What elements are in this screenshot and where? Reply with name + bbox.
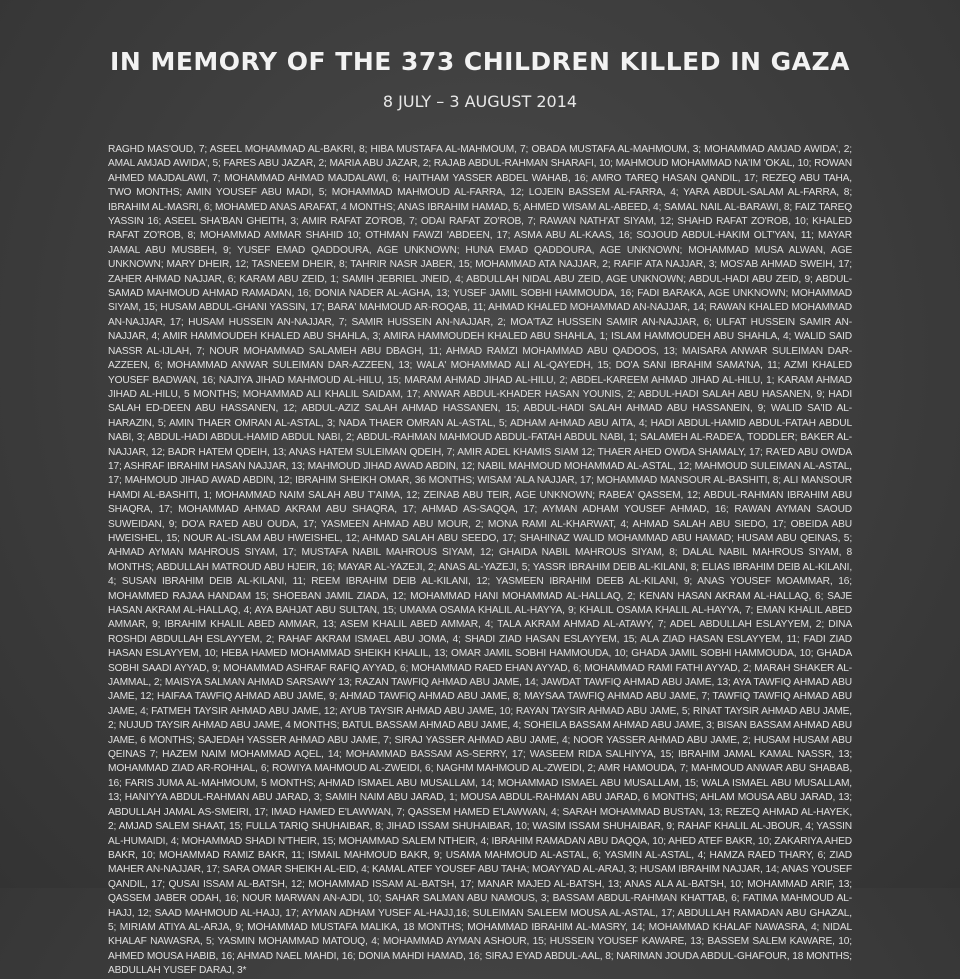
date-range: 8 JULY – 3 AUGUST 2014 <box>382 92 578 111</box>
poster-title: IN MEMORY OF THE 373 CHILDREN KILLED IN GAZA <box>110 47 850 76</box>
names-list: RAGHD MAS'OUD, 7; ASEEL MOHAMMAD AL-BAKRI, 8; HIBA MUSTAFA AL-MAHMOUM, 7; OBADA MUSTAFA AL-MAHMOUM, 3; MOHAMMAD AMJAD AWIDA', 2; AMAL AMJAD AWIDA', 5; FARES ABU JAZAR, 2; MARIA ABU JAZAR, 2; RAJAB ABDUL-RAHMAN SHARAFI, 10; MAHMOUD MOHAMMAD NA'IM 'OKAL, 10; ROWAN AHMED MAJDALAWI, 7; MOHAMMAD AHMAD MAJDALAWI, 6; HAITHAM YASSER ABDEL WAHAB, 16; AMRO TAREQ HASAN QANDIL, 17; REZEQ ABU TAHA, TWO MONTHS; AMIN YOUSEF ABU MADI, 5; MOHAMMAD MAHMOUD AL-FARRA, 12; LOJEIN BASSEM AL-FARRA, 4; YARA ABDUL-SALAM AL-FARRA, 8; IBRAHIM AL-MASRI, 6; MOHAMED ANAS ARAFAT, 4 MONTHS; ANAS IBRAHIM HAMAD, 5; AHMED WISAM AL-ABEED, 4; SAMAL NAIL AL-BARAWI, 8; FAIZ TAREQ YASSIN 16; ASEEL SHA'BAN GHEITH, 3; AMIR RAFAT ZO'ROB, 7; ODAI RAFAT ZO'ROB, 7; RAWAN NATH'AT SIYAM, 12; SHAHD RAFAT ZO'ROB, 10; KHALED RAFAT ZO'ROB, 8; MOHAMMAD AMMAR SHAHID 10; OTHMAN FAWZI 'ABDEEN, 17; ASMA ABU AL-KAAS, 16; SOJOUD ABDUL-HAKIM OLT'YAN, 11; MAYAR JAMAL ABU MUSBEH, 9; YUSEF EMAD QADDOURA, AGE UNKNOWN; HUNA EMAD QADDOURA, AGE UNKNOWN; MOHAMMAD MUSA ALWAN, AGE UNKNOWN; MARY DHEIR, 12; TASNEEM DHEIR, 8; TAHRIR NASR JABER, 15; MOHAMMAD ATA NAJJAR, 2; RAFIF ATA NAJJAR, 3; MOS'AB AHMAD SWEIH, 17; ZAHER AHMAD NAJJAR, 6; KARAM ABU ZEID, 1; SAMIH JEBRIEL JNEID, 4; ABDULLAH NIDAL ABU ZEID, AGE UNKNOWN; ABDUL-HADI ABU ZEID, 9; ABDUL-SAMAD MAHMOUD AHMAD RAMADAN, 16; DONIA NADER AL-AGHA, 13; YUSEF JAMIL SOBHI HAMMOUDA, 16; FADI BARAKA, AGE UNKNOWN; MOHAMMAD SIYAM, 15; HUSAM ABDUL-GHANI YASSIN, 17; BARA' MAHMOUD AR-ROQAB, 11; AHMAD KHALED MOHAMMAD AN-NAJJAR, 14; RAWAN KHALED MOHAMMAD AN-NAJJAR, 17; HUSAM HUSSEIN AN-NAJJAR, 7; SAMIR HUSSEIN AN-NAJJAR, 2; MOA'TAZ HUSSEIN SAMIR AN-NAJJAR, 6; ULFAT HUSSEIN SAMIR AN-NAJJAR, 4; AMIR HAMMOUDEH KHALED ABU SHAHLA, 3; AMIRA HAMMOUDEH KHALED ABU SHAHLA, 1; ISLAM HAMMOUDEH ABU SHAHLA, 4; WALID SAID NASSR AL-IJLAH, 7; NOUR MOHAMMAD SALAMEH ABU DBAGH, 11; AHMAD RAMZI MOHAMMAD ABU QADOOS, 13; MAISARA ANWAR SULEIMAN DAR-AZZEEN, 6; MOHAMMAD ANWAR SULEIMAN DAR-AZZEEN, 13; WALA' MOHAMMAD ALI AL-QAYEDH, 15; DO'A SANI IBRAHIM SAMA'NA, 11; AZMI KHALED YOUSEF BADWAN, 16; NAJIYA JIHAD MAHMOUD AL-HILU, 15; MARAM AHMAD JIHAD AL-HILU, 2; ABDEL-KAREEM AHMAD JIHAD AL-HILU, 1; KARAM AHMAD JIHAD AL-HILU, 5 MONTHS; MOHAMMAD ALI KHALIL SAIDAM, 17; ANWAR ABDUL-KHADER HASAN YOUNIS, 2; ABDUL-HADI SALAH ABU HASANEN, 9; HADI SALAH ED-DEEN ABU HASSANEN, 12; ABDUL-AZIZ SALAH AHMAD HASSANEN, 15; ABDUL-HADI SALAH AHMAD ABU HASSANEIN, 9; WALID SA'ID AL-HARAZIN, 5; AMIN THAER OMRAN AL-ASTAL, 3; NADA THAER OMRAN AL-ASTAL, 5; ADHAM AHMAD ABU AITA, 4; HADI ABDUL-HAMID ABDUL-FATAH ABDUL NABI, 3; ABDUL-HADI ABDUL-HAMID ABDUL NABI, 2; ABDUL-RAHMAN MAHMOUD ABDUL-FATAH ABDUL NABI, 1; SALAMEH AL-RADE'A, TODDLER; BAKER AL-NAJJAR, 12; BADR HATEM QDEIH, 13; ANAS HATEM SULEIMAN QDEIH, 7; AMIR ADEL KHAMIS SIAM 12; THAER AHED OWDA SHAMALY, 17; RA'ED ABU OWDA 17; ASHRAF IBRAHIM HASAN NAJJAR, 13; MAHMOUD JIHAD AWAD ABDIN, 12; NABIL MAHMOUD MOHAMMAD AL-ASTAL, 12; MAHMOUD SULEIMAN AL-ASTAL, 17; MAHMOUD JIHAD AWAD ABDIN, 12; IBRAHIM SHEIKH OMAR, 36 MONTHS; WISAM 'ALA NAJJAR, 17; MOHAMMAD MANSOUR AL-BASHITI, 8; ALI MANSOUR HAMDI AL-BASHITI, 1; MOHAMMAD NAIM SALAH ABU T'AIMA, 12; ZEINAB ABU TEIR, AGE UNKNOWN; RABEA' QASSEM, 12; ABDUL-RAHMAN IBRAHIM ABU SHAQRA, 17; MOHAMMAD AHMAD AKRAM ABU SHAQRA, 17; AHMAD AS-SAQQA, 17; AYMAN ADHAM YOUSEF AHMAD, 16; RAWAN AYMAN SAOUD SUWEIDAN, 9; DO'A RA'ED ABU OUDA, 17; YASMEEN AHMAD ABU MOUR, 2; MONA RAMI AL-KHARWAT, 4; AHMAD SALAH ABU SIEDO, 17; OBEIDA ABU HWEISHEL, 15; NOUR AL-ISLAM ABU HWEISHEL, 12; AHMAD SALAH ABU SEEDO, 17; SHAHINAZ WALID MOHAMMAD ABU HAMAD; HUSAM ABU QEINAS, 5; AHMAD AYMAN MAHROUS SIYAM, 17; MUSTAFA NABIL MAHROUS SIYAM, 12; GHAIDA NABIL MAHROUS SIYAM, 8; DALAL NABIL MAHROUS SIYAM, 8 MONTHS; ABDULLAH MATROUD ABU HJEIR, 16; MAYAR AL-YAZEJI, 2; ANAS AL-YAZEJI, 5; YASSR IBRAHIM DEIB AL-KILANI, 8; ELIAS IBRAHIM DEIB AL-KILANI, 4; SUSAN IBRAHIM DEIB AL-KILANI, 11; REEM IBRAHIM DEIB AL-KILANI, 12; YASMEEN IBRAHIM DEEB AL-KILANI, 9; ANAS YOUSEF MOAMMAR, 16; MOHAMMED RAJAA HANDAM 15; SHOEBAN JAMIL ZIADA, 12; MOHAMMAD HANI MOHAMMAD AL-HALLAQ, 2; KENAN HASAN AKRAM AL-HALLAQ, 6; SAJE HASAN AKRAM AL-HALLAQ, 4; AYA BAHJAT ABU SULTAN, 15; UMAMA OSAMA KHALIL AL-HAYYA, 9; KHALIL OSAMA KHALIL AL-HAYYA, 7; EMAN KHALIL ABED AMMAR, 9; IBRAHIM KHALIL ABED AMMAR, 13; ASEM KHALIL ABED AMMAR, 4; TALA AKRAM AHMAD AL-ATAWY, 7; ADEL ABDULLAH ESLAYYEM, 2; DINA ROSHDI ABDULLAH ESLAYYEM, 2; RAHAF AKRAM ISMAEL ABU JOMA, 4; SHADI ZIAD HASAN ESLAYYEM, 15; ALA ZIAD HASAN ESLAYYEM, 11; FADI ZIAD HASAN ESLAYYEM, 10; HEBA HAMED MOHAMMAD SHEIKH KHALIL, 13; OMAR JAMIL SOBHI HAMMOUDA, 10; GHADA JAMIL SOBHI HAMMOUDA, 10; GHADA SOBHI SAADI AYYAD, 9; MOHAMMAD ASHRAF RAFIQ AYYAD, 6; MOHAMMAD RAED EHAN AYYAD, 6; MOHAMMAD RAMI FATHI AYYAD, 2; MARAH SHAKER AL-JAMMAL, 2; MAISYA SALMAN AHMAD SARSAWY 13; RAZAN TAWFIQ AHMAD ABU JAME, 14; JAWDAT TAWFIQ AHMAD ABU JAME, 13; AYA TAWFIQ AHMAD ABU JAME, 12; HAIFAA TAWFIQ AHMAD ABU JAME, 9; AHMAD TAWFIQ AHMAD ABU JAME, 8; MAYSAA TAWFIQ AHMAD ABU JAME, 7; TAWFIQ TAWFIQ AHMAD ABU JAME, 4; FATMEH TAYSIR AHMAD ABU JAME, 12; AYUB TAYSIR AHMAD ABU JAME, 10; RAYAN TAYSIR AHMAD ABU JAME, 5; RINAT TAYSIR AHMAD ABU JAME, 2; NUJUD TAYSIR AHMAD ABU JAME, 4 MONTHS; BATUL BASSAM AHMAD ABU JAME, 4; SOHEILA BASSAM AHMAD ABU JAME, 3; BISAN BASSAM AHMAD ABU JAME, 6 MONTHS; SAJEDAH YASSER AHMAD ABU JAME, 7; SIRAJ YASSER AHMAD ABU JAME, 4; NOOR YASSER AHMAD ABU JAME, 2; HUSAM HUSAM ABU QEINAS 7; HAZEM NAIM MOHAMMAD AQEL, 14; MOHAMMAD BASSAM AS-SERRY, 17; WASEEM RIDA SALHIYYA, 15; IBRAHIM JAMAL KAMAL NASSR, 13; MOHAMMAD ZIAD AR-ROHHAL, 6; ROWIYA MAHMOUD AL-ZWEIDI, 6; NAGHM MAHMOUD AL-ZWEIDI, 2; AMR HAMOUDA, 7; MAHMOUD ANWAR ABU SHABAB, 16; FARIS JUMA AL-MAHMOUM, 5 MONTHS; AHMAD ISMAEL ABU MUSALLAM, 14; MOHAMMAD ISMAEL ABU MUSALLAM, 15; WALA ISMAEL ABU MUSALLAM, 13; HANIYYA ABDUL-RAHMAN ABU JARAD, 3; SAMIH NAIM ABU JARAD, 1; MOUSA ABDUL-RAHMAN ABU JARAD, 6 MONTHS; AHLAM MOUSA ABU JARAD, 13; ABDULLAH JAMAL AS-SMEIRI, 17; IMAD HAMED E'LAWWAN, 7; QASSEM HAMED E'LAWWAN, 4; SARAH MOHAMMAD BUSTAN, 13; REZEQ AHMAD AL-HAYEK, 2; AMJAD SALEM SHAAT, 15; FULLA TARIQ SHUHAIBAR, 8; JIHAD ISSAM SHUHAIBAR, 10; WASIM ISSAM SHUHAIBAR, 9; RAHAF KHALIL AL-JBOUR, 4; YASSIN AL-HUMAIDI, 4; MOHAMMAD SHADI N'THEIR, 15; MOHAMMAD SALEM NTHEIR, 4; IBRAHIM RAMADAN ABU DAQQA, 10; AHED ATEF BAKR, 10; ZAKARIYA AHED BAKR, 10; MOHAMMAD RAMIZ BAKR, 11; ISMAIL MAHMOUD BAKR, 9; USAMA MAHMOUD AL-ASTAL, 6; YASMIN AL-ASTAL, 4; HAMZA RAED THARY, 6; ZIAD MAHER AN-NAJJAR, 17; SARA OMAR SHEIKH AL-EID, 4; KAMAL ATEF YOUSEF ABU TAHA; MOAYYAD AL-ARAJ, 3; HUSAM IBRAHIM NAJJAR, 14; ANAS YOUSEF QANDIL, 17; QUSAI ISSAM AL-BATSH, 12; MOHAMMAD ISSAM AL-BATSH, 17; MANAR MAJED AL-BATSH, 13; ANAS ALA AL-BATSH, 10; MOHAMMAD ARIF, 13; QASSEM JABER ODAH, 16; NOUR MARWAN AN-AJDI, 10; SAHAR SALMAN ABU NAMOUS, 3; BASSAM ABDUL-RAHMAN KHATTAB, 6; FATIMA MAHMOUD AL-HAJJ, 12; SAAD MAHMOUD AL-HAJJ, 17; AYMAN ADHAM YUSEF AL-HAJJ,16; SULEIMAN SALEEM MOUSA AL-ASTAL, 17; ABDULLAH RAMADAN ABU GHAZAL, 5; MIRIAM ATIYA AL-ARJA, 9; MOHAMMAD MUSTAFA MALIKA, 18 MONTHS; MOHAMMAD IBRAHIM AL-MASRY, 14; MOHAMMAD KHALAF NAWASRA, 4; NIDAL KHALAF NAWASRA, 5; YASMIN MOHAMMAD MATOUQ, 4; MOHAMMAD AYMAN ASHOUR, 15; HUSSEIN YOUSEF KAWARE, 13; BASSEM SALEM KAWARE, 10; AHMED MOUSA HABIB, 16; AHMAD NAEL MAHDI, 16; DONIA MAHDI HAMAD, 16; SIRAJ EYAD ABDUL-AAL, 8; NARIMAN JOUDA ABDUL-GHAFOUR, 18 MONTHS; ABDULLAH YUSEF DARAJ, 3* <box>108 144 852 977</box>
